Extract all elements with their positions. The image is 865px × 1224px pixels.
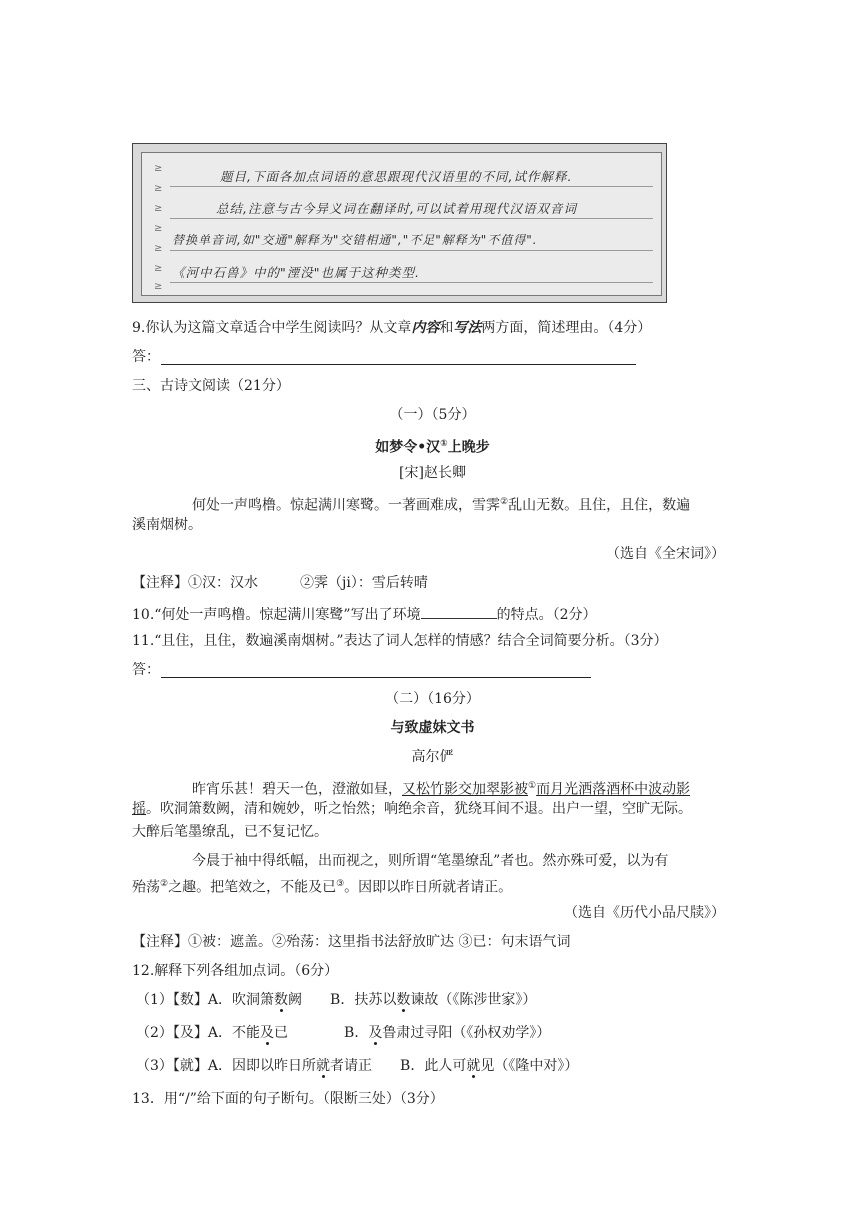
- part-1-heading: （一）（5分）: [389, 407, 476, 423]
- prose-author: 高尔俨: [411, 749, 454, 765]
- section-3-title: 三、古诗文阅读（21分）: [132, 378, 290, 394]
- notebook-rule: [170, 282, 653, 283]
- prose-p2-line-2: 殆荡②之趣。把笔效之，不能及已③。因即以昨日所就者请正。: [132, 879, 513, 896]
- emphasis-writing: 写法: [453, 320, 482, 336]
- binding-mark: ≥: [154, 263, 163, 274]
- binding-mark: ≥: [154, 183, 163, 194]
- dotted-char: 就: [316, 1058, 331, 1074]
- notebook-rule: [170, 186, 653, 187]
- binding-mark: ≥: [154, 203, 163, 214]
- underlined-sentence: 又松竹影交加翠影被: [402, 781, 528, 798]
- binding-mark: ≥: [154, 163, 163, 174]
- notebook-rule: [170, 250, 653, 251]
- answer-label-9: 答：: [132, 349, 160, 365]
- handwritten-line-2: 总结,注意与古今异义词在翻译时,可以试着用现代汉语双音词: [216, 201, 577, 216]
- prose-source: （选自《历代小品尺牍》）: [564, 905, 725, 921]
- dotted-char: 及: [260, 1025, 275, 1041]
- part-2-heading: （二）（16分）: [385, 691, 480, 707]
- notebook-page: [141, 152, 662, 296]
- handwritten-note-image: [132, 143, 667, 303]
- prose-p1-line-2: 摇。吹洞箫数阙，清和婉妙，听之怡然；响绝余音，犹绕耳间不退。出户一望，空旷无际。: [132, 801, 692, 817]
- q12-item-3: （3）【就】A．因即以昨日所就者请正 B．此人可就见（《隆中对》）: [136, 1058, 579, 1074]
- binding-mark: ≥: [154, 243, 163, 254]
- answer-label-11: 答：: [132, 662, 160, 678]
- poem-title: 如梦令•汉①上晚步: [375, 439, 490, 456]
- poem-line-2: 溪南烟树。: [132, 517, 202, 533]
- q12-item-2: （2）【及】A．不能及已 B．及鲁肃过寻阳（《孙权劝学》）: [136, 1025, 551, 1041]
- dotted-char: 数: [396, 992, 411, 1008]
- question-10: 10.“何处一声鸣橹。惊起满川寒鹭”写出了环境 的特点。（2分）: [132, 602, 597, 625]
- poem-source: （选自《全宋词》）: [606, 546, 725, 562]
- handwritten-line-1: 题目,下面各加点词语的意思跟现代汉语里的不同,试作解释.: [220, 169, 573, 184]
- question-9: 9.你认为这篇文章适合中学生阅读吗？从文章内容和写法两方面，简述理由。（4分）: [132, 320, 652, 336]
- notebook-rule: [170, 218, 653, 219]
- question-11: 11.“且住，且住，数遍溪南烟树。”表达了词人怎样的情感？结合全词简要分析。（3分）: [132, 633, 668, 649]
- emphasis-content: 内容: [411, 320, 440, 336]
- question-12: 12.解释下列各组加点词。（6分）: [132, 963, 339, 979]
- handwritten-line-4: 《河中石兽》中的"湮没"也属于这种类型.: [172, 265, 420, 280]
- poem-line-1: 何处一声鸣橹。惊起满川寒鹭。一著画难成，雪霁②乱山无数。且住，且住，数遍: [192, 497, 691, 514]
- prose-title: 与致虚妹文书: [390, 720, 475, 736]
- poem-author: [宋]赵长卿: [399, 465, 466, 481]
- handwritten-line-3: 替换单音词,如"交通"解释为"交错相通","不足"解释为"不值得".: [172, 233, 538, 247]
- dotted-char: 就: [466, 1058, 481, 1074]
- answer-line-9[interactable]: [161, 364, 636, 365]
- blank-10[interactable]: [421, 602, 497, 619]
- prose-note: 【注释】①被：遮盖。②殆荡：这里指书法舒放旷达 ③已：句末语气词: [132, 934, 571, 950]
- prose-p2-line-1: 今晨于袖中得纸幅，出而视之，则所谓“笔墨缭乱”者也。然亦殊可爱，以为有: [192, 853, 669, 869]
- binding-mark: ≥: [154, 281, 163, 292]
- dotted-char: 及: [368, 1025, 383, 1041]
- prose-p1-line-1: 昨宵乐甚！碧天一色，澄澈如昼，又松竹影交加翠影被①而月光洒落酒杯中波动影: [192, 781, 691, 798]
- question-13: 13．用“/”给下面的句子断句。（限断三处）（3分）: [132, 1091, 444, 1107]
- answer-line-11[interactable]: [161, 677, 591, 678]
- binding-mark: ≥: [154, 223, 163, 234]
- prose-p1-line-3: 大醉后笔墨缭乱，已不复记忆。: [132, 824, 328, 840]
- dotted-char: 数: [274, 992, 289, 1008]
- poem-note: 【注释】①汉：汉水 ②霁（ji）：雪后转晴: [132, 575, 428, 591]
- q12-item-1: （1）【数】A．吹洞箫数阙 B．扶苏以数谏故（《陈涉世家》）: [136, 992, 537, 1008]
